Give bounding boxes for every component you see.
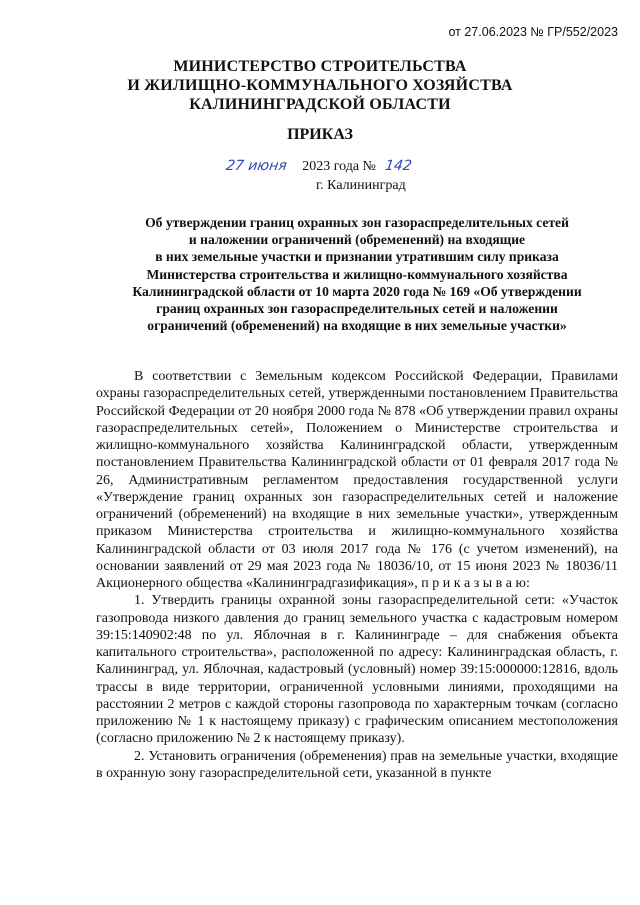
handwritten-number: 142 xyxy=(384,158,414,174)
ministry-header xyxy=(0,57,640,114)
year-text: 2023 года № xyxy=(302,159,376,174)
subject-line: границ охранных зон газораспределительных сетей и наложении xyxy=(156,301,558,317)
ministry-line: КАЛИНИНГРАДСКОЙ ОБЛАСТИ xyxy=(189,96,451,113)
subject-line: Министерства строительства и жилищно-коммунального хозяйства xyxy=(146,266,568,282)
ministry-line: И ЖИЛИЩНО-КОММУНАЛЬНОГО ХОЗЯЙСТВА xyxy=(127,77,513,94)
body-paragraph: 1. Утвердить границы охранной зоны газораспределительной сети: «Участок газопровода низкого давления до границ земельного участка с кадастровым номером 39:15:140902:48 по ул. Яблочная в г. Калининграде – для снабжения объекта капитального строительства», расположенной по адресу: Калининградская область, г. Калининград, ул. Яблочная, кадастровый (условный) номер 39:15:000000:12816, вдоль трассы в виде территории, ограниченной условными линиями, проходящими на расстоянии 2 метров с каждой стороны газопровода по характерным точкам (согласно приложению № 1 к настоящему приказу) с графическим описанием местоположения (согласно приложению № 2 к настоящему приказу). xyxy=(96,593,618,747)
document-type: ПРИКАЗ xyxy=(287,126,353,143)
date-line xyxy=(226,158,412,175)
handwritten-date: 27 июня xyxy=(224,158,288,174)
subject-line: Об утверждении границ охранных зон газораспределительных сетей xyxy=(145,215,569,230)
ministry-line: МИНИСТЕРСТВО СТРОИТЕЛЬСТВА xyxy=(173,58,467,75)
subject-line: в них земельные участки и признании утратившим силу приказа xyxy=(155,249,559,265)
order-subject xyxy=(96,214,618,334)
subject-line: и наложении ограничений (обременений) на входящие xyxy=(188,232,526,248)
subject-line: ограничений (обременений) на входящие в них земельные участки» xyxy=(147,318,567,334)
body-paragraph: 2. Установить ограничения (обременения) прав на земельные участки, входящие в охранную зону газораспределительной сети, указанной в пункте xyxy=(96,748,618,781)
order-body xyxy=(96,368,618,782)
city: г. Калининград xyxy=(316,178,406,193)
registration-number: от 27.06.2023 № ГР/552/2023 xyxy=(448,25,618,39)
subject-line: Калининградской области от 10 марта 2020 года № 169 «Об утверждении xyxy=(132,283,582,299)
body-paragraph: В соответствии с Земельным кодексом Российской Федерации, Правилами охраны газораспределительных сетей, утвержденными постановлением Правительства Российской Федерации от 20 ноября 2000 года № 878 «Об утверждении правил охраны газораспределительных сетей», Положением о Министерстве строительства и жилищно-коммунального хозяйства Калининградской области, утвержденным постановлением Правительства Калининградской области от 01 февраля 2017 года № 26, Административным регламентом предоставления государственной услуги «Утверждение границ охранных зон газораспределительных сетей и наложение ограничений (обременений) на входящие в них земельные участки», утвержденным приказом Министерства строительства и жилищно-коммунального хозяйства Калининградской области от 03 июля 2017 года № 176 (с учетом изменений), на основании заявлений от 29 мая 2023 года № 18036/10, от 15 июня 2023 № 18036/11 Акционерного общества «Калининградгазификация», п р и к а з ы в а ю: xyxy=(96,369,618,591)
